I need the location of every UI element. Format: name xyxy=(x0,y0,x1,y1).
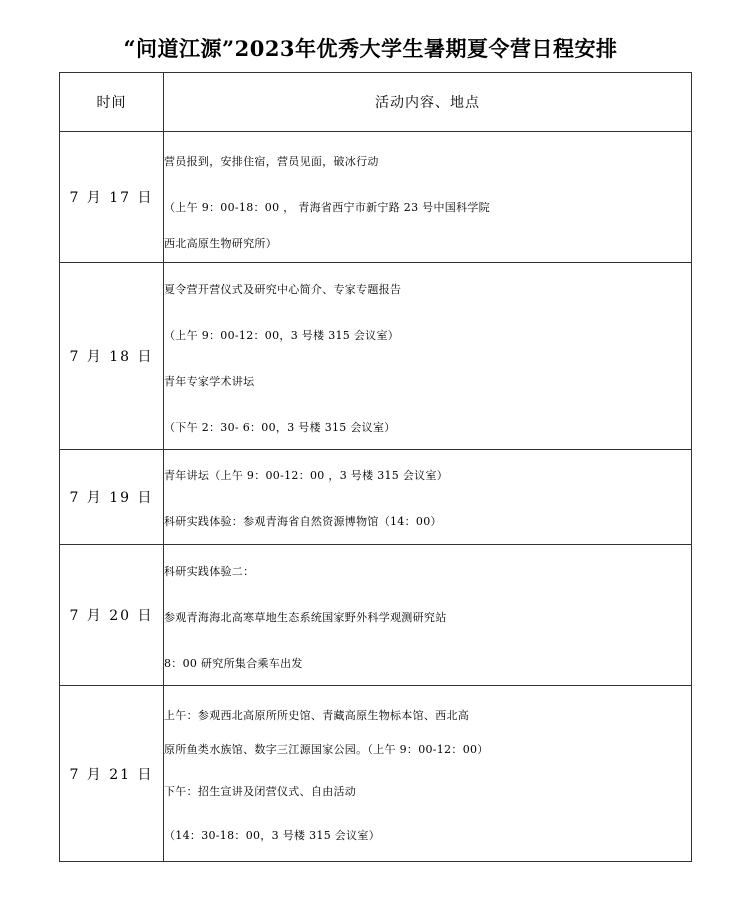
activity-line: 夏令营开营仪式及研究中心简介、专家专题报告 xyxy=(164,282,402,296)
activity-line: 西北高原生物研究所） xyxy=(164,236,277,250)
table-row xyxy=(60,132,692,263)
activity-line: 科研实践体验：参观青海省自然资源博物馆（14：00） xyxy=(164,515,442,528)
activity-line: 下午：招生宣讲及闭营仪式、自由活动 xyxy=(164,784,357,798)
table-row xyxy=(60,263,692,450)
activity-line: （上午 9：00-12：00，3 号楼 315 会议室） xyxy=(164,328,400,342)
header-activity: 活动内容、地点 xyxy=(164,73,692,132)
activity-line: 上午：参观西北高原所所史馆、青藏高原生物标本馆、西北高 xyxy=(164,708,470,722)
activity-line: （下午 2：30- 6：00，3 号楼 315 会议室） xyxy=(164,420,396,434)
date-cell: 7 月 20 日 xyxy=(60,545,164,686)
date-cell: 7 月 18 日 xyxy=(60,263,164,450)
document-title: “问道江源”2023年优秀大学生暑期夏令营日程安排 xyxy=(123,36,618,61)
header-time: 时间 xyxy=(60,73,164,132)
activity-cell xyxy=(164,686,692,862)
activity-line: （上午 9：00-18：00 ， 青海省西宁市新宁路 23 号中国科学院 xyxy=(164,200,490,214)
table-row xyxy=(60,450,692,545)
activity-line: （14：30-18：00，3 号楼 315 会议室） xyxy=(164,828,380,842)
activity-line: 参观青海海北高寒草地生态系统国家野外科学观测研究站 xyxy=(164,610,447,624)
date-cell: 7 月 19 日 xyxy=(60,450,164,545)
activity-cell xyxy=(164,132,692,263)
activity-cell xyxy=(164,263,692,450)
schedule-table xyxy=(59,72,692,862)
activity-cell xyxy=(164,450,692,545)
activity-line: 科研实践体验二： xyxy=(164,564,255,578)
activity-line: 青年专家学术讲坛 xyxy=(164,374,255,388)
activity-line: 8：00 研究所集合乘车出发 xyxy=(164,656,303,670)
table-header-row xyxy=(60,73,692,132)
date-cell: 7 月 21 日 xyxy=(60,686,164,862)
table-row xyxy=(60,545,692,686)
activity-line: 原所鱼类水族馆、数字三江源国家公园。（上午 9：00-12：00） xyxy=(164,742,489,756)
date-cell: 7 月 17 日 xyxy=(60,132,164,263)
activity-line: 青年讲坛（上午 9：00-12：00 ，3 号楼 315 会议室） xyxy=(164,469,449,482)
activity-line: 营员报到，安排住宿，营员见面，破冰行动 xyxy=(164,154,379,168)
activity-cell xyxy=(164,545,692,686)
table-row xyxy=(60,686,692,862)
